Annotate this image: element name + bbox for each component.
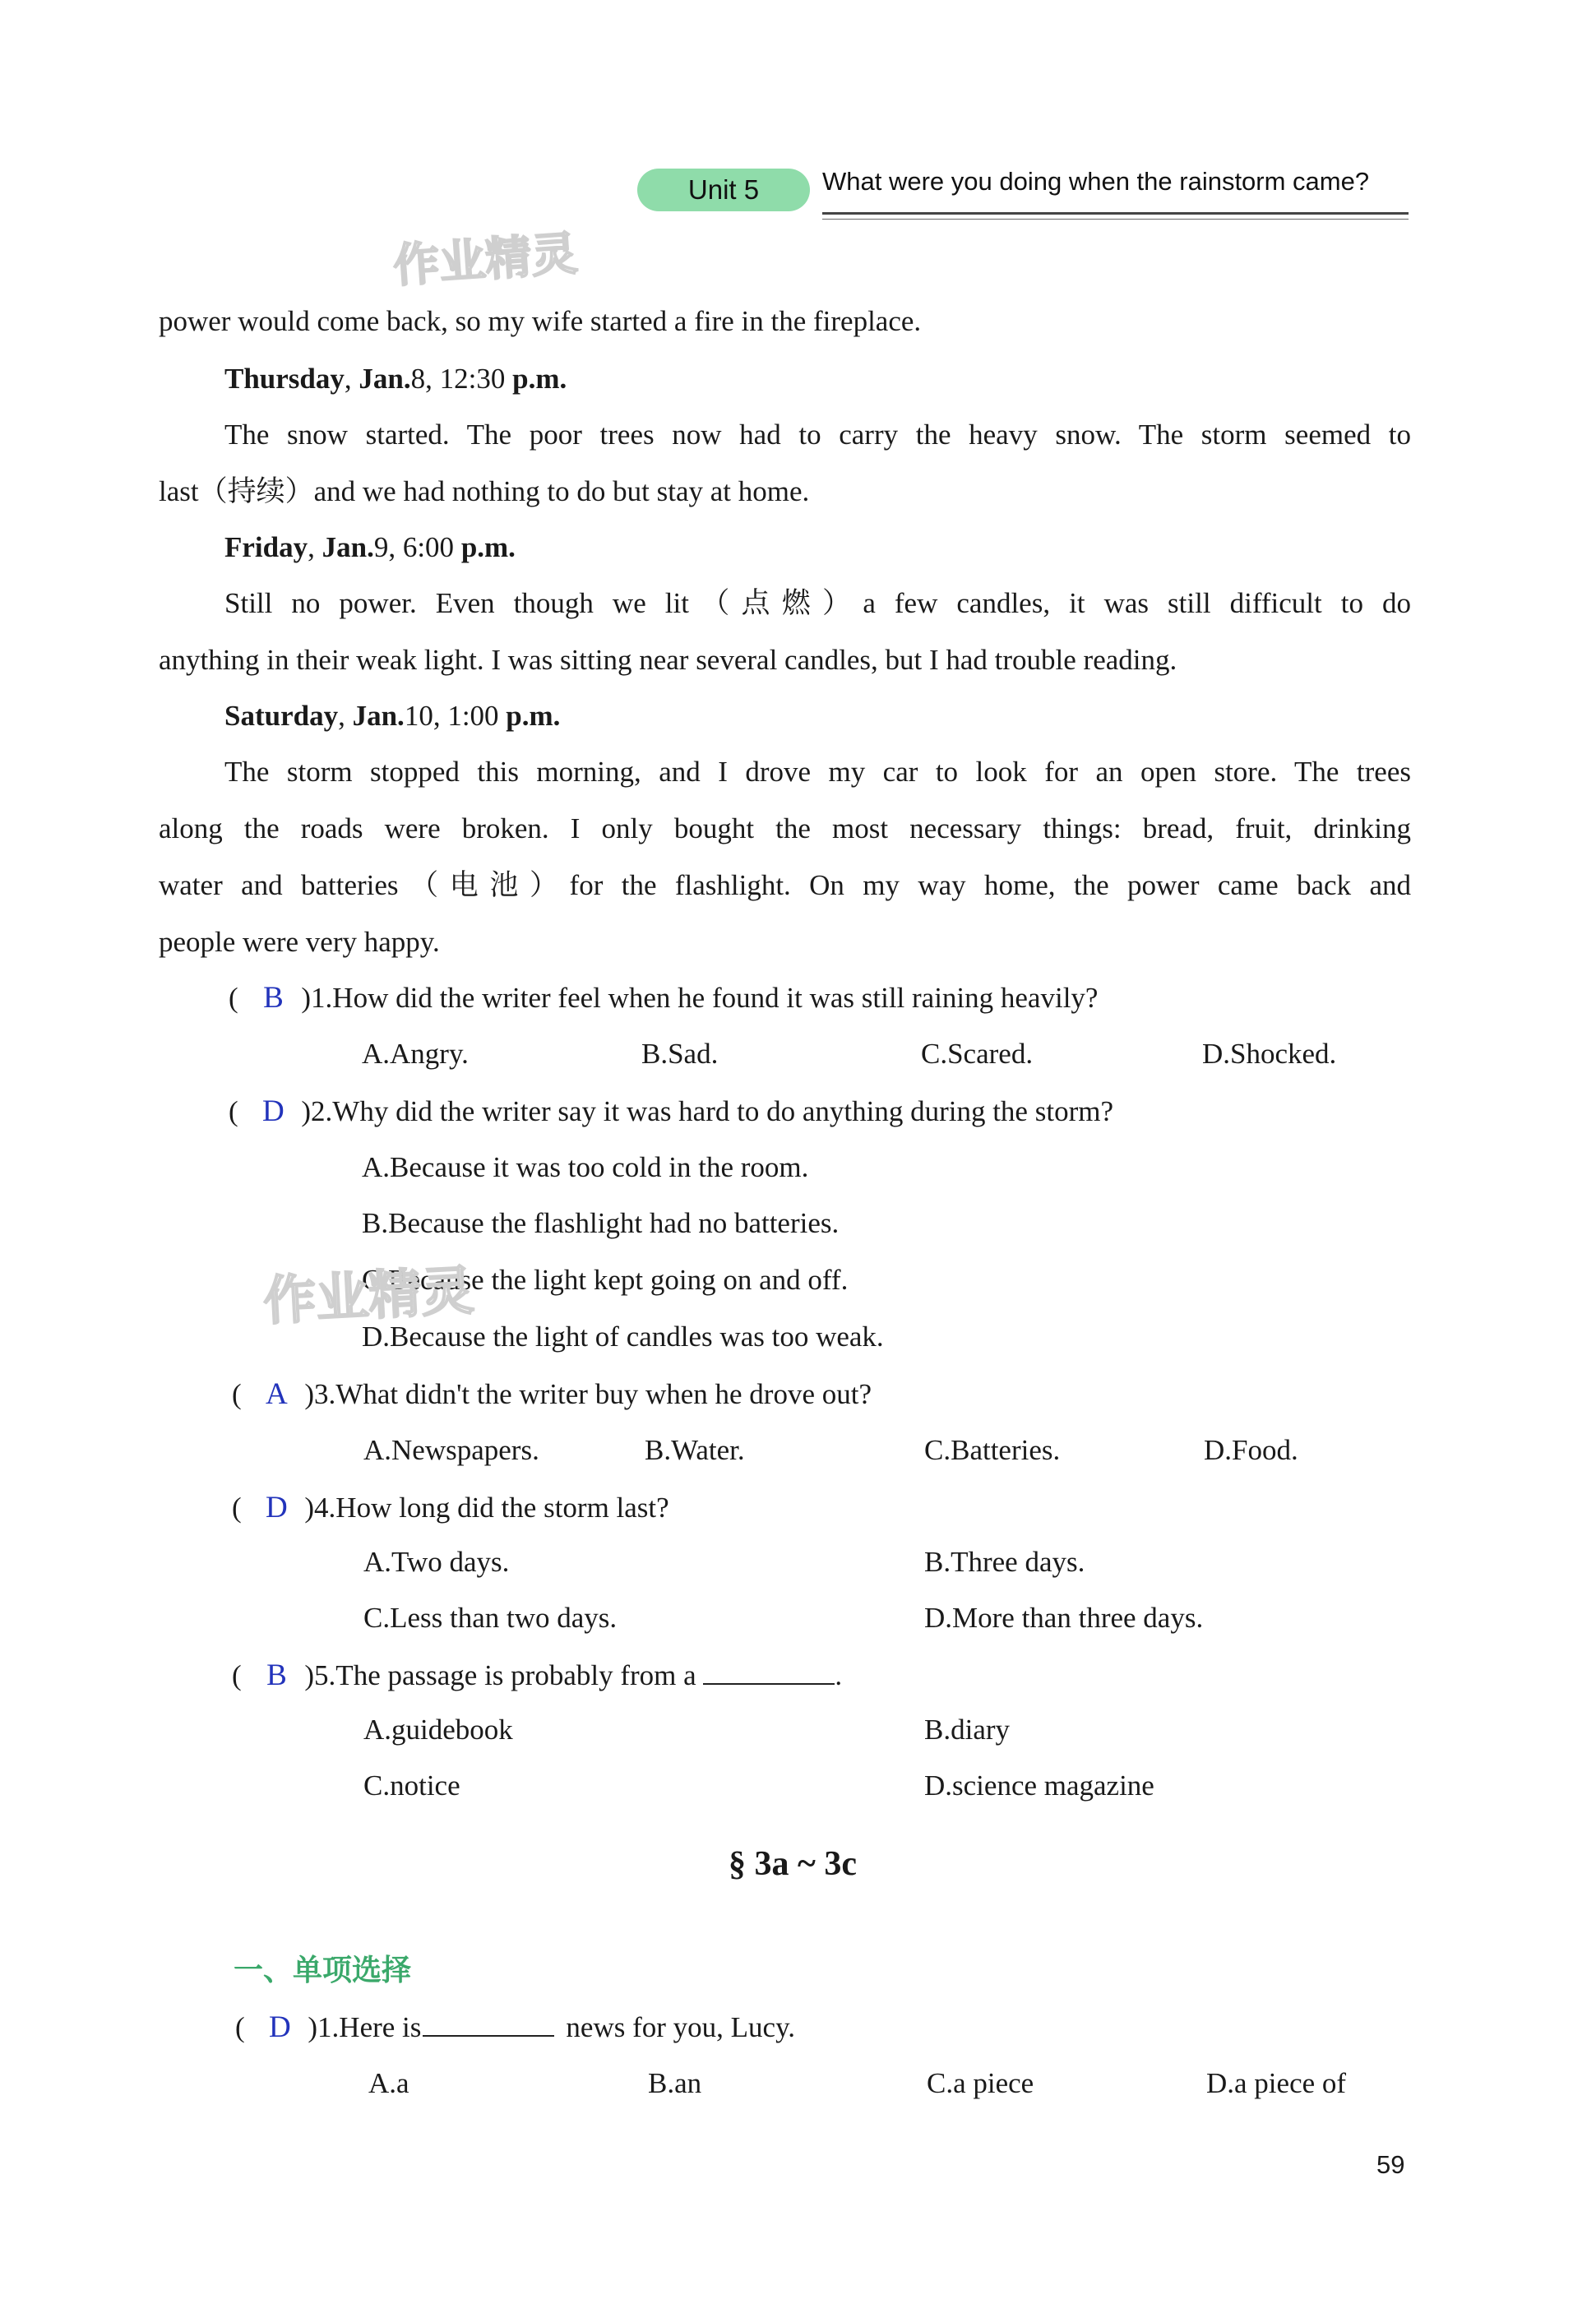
entry-day: Friday: [224, 531, 308, 563]
question-4: ( D )4.How long did the storm last?: [232, 1491, 669, 1524]
question-text: )4.How long did the storm last?: [304, 1492, 669, 1524]
entry-ampm: p.m.: [512, 363, 567, 395]
entry-heading-friday: Friday, Jan.9, 6:00 p.m.: [224, 531, 516, 563]
entry-ampm: p.m.: [460, 531, 516, 563]
passage-line: people were very happy.: [159, 926, 440, 958]
option-c: C.a piece: [927, 2067, 1034, 2099]
passage-line: The snow started. The poor trees now had to carry the heavy snow. The storm seemed to: [224, 419, 1411, 451]
question-1: ( B )1.How did the writer feel when he found it was still raining heavily?: [229, 981, 1099, 1015]
entry-date-num: 8, 12:30: [410, 363, 506, 395]
option-b: B.an: [648, 2067, 702, 2099]
passage-line: water and batteries（电池）for the flashlight. On my way home, the power came back and: [159, 869, 1411, 901]
question-text: )1.How did the writer feel when he found it was still raining heavily?: [301, 982, 1099, 1014]
entry-date: Jan.: [322, 531, 374, 563]
option-c: C.Scared.: [921, 1038, 1034, 1070]
entry-date: Jan.: [359, 363, 411, 395]
passage-line: The storm stopped this morning, and I drove my car to look for an open store. The trees: [224, 756, 1411, 788]
passage-line: anything in their weak light. I was sitting near several candles, but I had trouble reading.: [159, 644, 1177, 676]
answer-mark: D: [266, 1491, 288, 1524]
option-d: D.Because the light of candles was too weak.: [362, 1321, 884, 1353]
option-d: D.a piece of: [1206, 2067, 1347, 2099]
option-d: D.Food.: [1204, 1434, 1298, 1466]
passage-line: along the roads were broken. I only bought the most necessary things: bread, fruit, drinking: [159, 812, 1411, 844]
answer-blank: [423, 2035, 554, 2037]
header-rule-thin: [822, 219, 1409, 220]
option-a: A.Angry.: [362, 1038, 469, 1070]
passage-line: power would come back, so my wife started a fire in the fireplace.: [159, 305, 922, 337]
answer-mark: B: [263, 981, 284, 1015]
header-rule: [822, 212, 1409, 215]
entry-date-num: 10, 1:00: [404, 700, 499, 732]
option-a: A.Because it was too cold in the room.: [362, 1151, 809, 1183]
entry-heading-thursday: Thursday, Jan.8, 12:30 p.m.: [224, 363, 567, 395]
option-c: C.Batteries.: [924, 1434, 1061, 1466]
answer-mark: D: [262, 1094, 285, 1128]
entry-ampm: p.m.: [506, 700, 561, 732]
unit-badge: Unit 5: [637, 169, 810, 211]
answer-mark: A: [266, 1377, 288, 1411]
question-5: ( B )5.The passage is probably from a .: [232, 1658, 843, 1692]
option-b: B.diary: [924, 1714, 1011, 1746]
option-b: B.Because the flashlight had no batteries.: [362, 1207, 840, 1239]
question-text: )2.Why did the writer say it was hard to do anything during the storm?: [301, 1095, 1113, 1127]
option-d: D.More than three days.: [924, 1602, 1204, 1634]
entry-date: Jan.: [352, 700, 405, 732]
page-number: 59: [1376, 2150, 1405, 2179]
option-d: D.science magazine: [924, 1769, 1154, 1802]
answer-mark: D: [269, 2010, 291, 2044]
question-text: )3.What didn't the writer buy when he drove out?: [304, 1378, 872, 1410]
answer-blank: [703, 1683, 835, 1685]
option-c: C.Less than two days.: [363, 1602, 618, 1634]
option-b: B.Three days.: [924, 1546, 1085, 1578]
passage-line: Still no power. Even though we lit（点燃）a few candles, it was still difficult to do: [224, 587, 1411, 619]
part-heading: 一、单项选择: [234, 1954, 412, 1987]
question-2: ( D )2.Why did the writer say it was hard to do anything during the storm?: [229, 1094, 1113, 1128]
entry-date-num: 9, 6:00: [373, 531, 455, 563]
section-title: § 3a ~ 3c: [729, 1845, 857, 1883]
answer-mark: B: [266, 1658, 287, 1692]
option-b: B.Water.: [645, 1434, 745, 1466]
entry-day: Thursday: [224, 363, 345, 395]
option-a: A.guidebook: [363, 1714, 513, 1746]
section-question-1: ( D )1.Here is news for you, Lucy.: [235, 2010, 796, 2044]
entry-heading-saturday: Saturday, Jan.10, 1:00 p.m.: [224, 700, 561, 732]
option-a: A.a: [368, 2067, 409, 2099]
option-c: C.Because the light kept going on and off.: [362, 1264, 849, 1296]
watermark-logo: 作业精灵: [261, 1261, 476, 1333]
option-c: C.notice: [363, 1769, 460, 1802]
entry-day: Saturday: [224, 700, 339, 732]
question-3: ( A )3.What didn't the writer buy when he drove out?: [232, 1377, 872, 1411]
option-a: A.Newspapers.: [363, 1434, 539, 1466]
option-b: B.Sad.: [641, 1038, 719, 1070]
option-d: D.Shocked.: [1202, 1038, 1337, 1070]
option-a: A.Two days.: [363, 1546, 510, 1578]
question-text: )5.The passage is probably from a: [304, 1659, 696, 1691]
passage-line: last（持续）and we had nothing to do but stay at home.: [159, 475, 810, 507]
unit-title: What were you doing when the rainstorm came?: [822, 167, 1370, 196]
watermark-logo: 作业精灵: [391, 227, 580, 294]
question-text: )1.Here is: [308, 2011, 422, 2043]
question-text-tail: news for you, Lucy.: [566, 2011, 796, 2043]
